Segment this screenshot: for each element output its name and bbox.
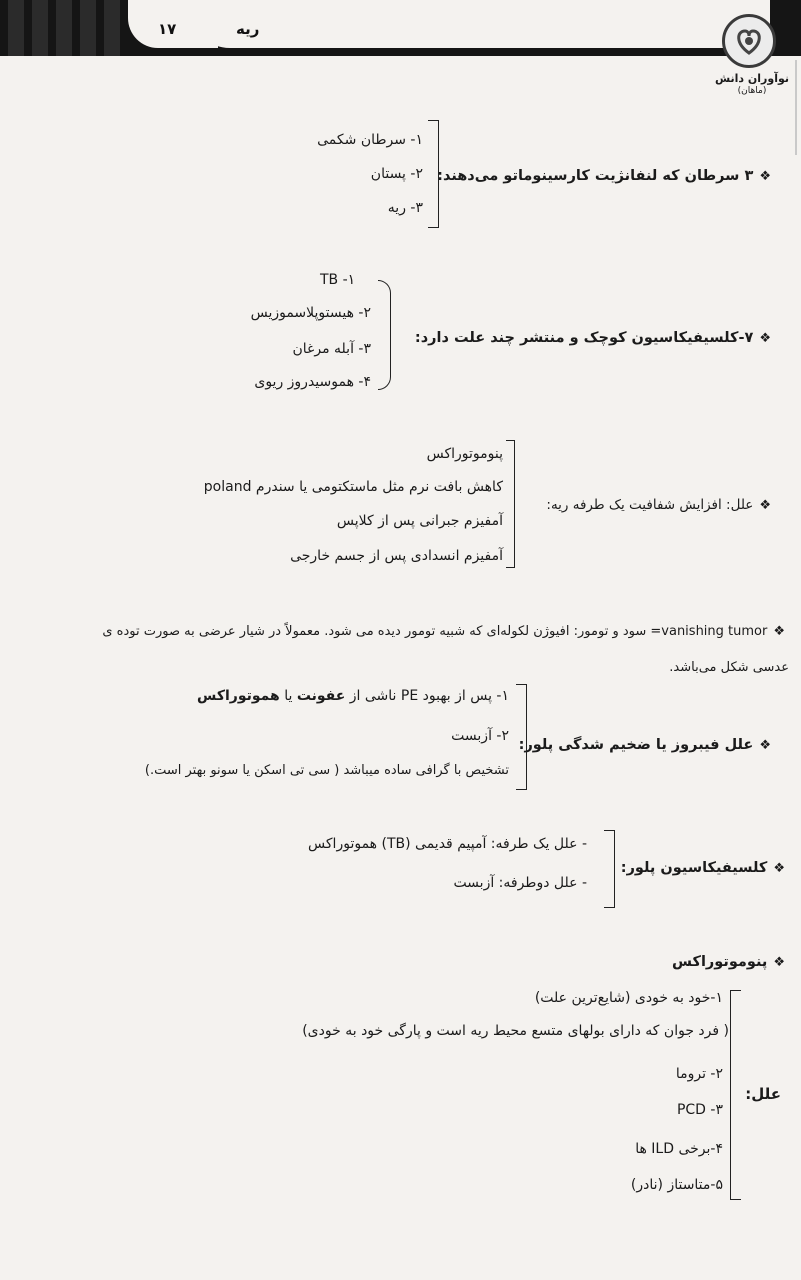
causes-label: علل: <box>745 1085 781 1103</box>
section-heading <box>519 737 771 753</box>
brace <box>730 990 741 1200</box>
header-stripe <box>56 0 72 56</box>
list-item: ۳- ریه <box>387 200 423 216</box>
bullet-icon: ❖ <box>773 624 785 639</box>
page-header <box>0 0 801 96</box>
list-item: ۱-خود به خودی (شایع‌ترین علت) <box>534 990 723 1006</box>
bullet-icon: ❖ <box>759 738 771 753</box>
brace <box>506 440 515 568</box>
list-item: ۲- هیستوپلاسموزیس <box>250 305 371 321</box>
header-stripe <box>80 0 96 56</box>
list-item: ۱- سرطان شکمی <box>317 132 423 148</box>
list-item: - علل دوطرفه: آزبست <box>453 875 587 891</box>
chapter-title: ریه <box>236 20 260 38</box>
text-run: یا <box>279 688 297 704</box>
header-title-tab <box>190 0 770 48</box>
list-item: ( فرد جوان که دارای بولهای متسع محیط ریه است و پارگی خود به خودی) <box>302 1023 729 1039</box>
heading-text: علل فیبروز یا ضخیم شدگی پلور: <box>518 737 754 753</box>
section-heading <box>546 497 771 513</box>
bullet-icon: ❖ <box>759 498 771 513</box>
bold-text: هموتوراکس <box>197 688 280 704</box>
list-item: ۳- آبله مرغان <box>292 341 371 357</box>
bullet-icon: ❖ <box>773 861 785 876</box>
header-stripe <box>32 0 48 56</box>
heading-text: ۳ سرطان که لنفانژیت کارسینوماتو می‌دهند: <box>437 168 754 184</box>
heading-text: پنوموتوراکس <box>672 954 768 970</box>
list-item: ۵-متاستاز (نادر) <box>630 1177 723 1193</box>
list-item: - علل یک طرفه: آمپیم قدیمی (TB) هموتوراکس <box>308 836 587 852</box>
brace <box>604 830 615 908</box>
heading-text: علل: افزایش شفافیت یک طرفه ریه: <box>546 497 754 513</box>
list-item: پنوموتوراکس <box>426 446 503 462</box>
list-item: ۲- پستان <box>370 166 423 182</box>
list-item: آمفیزم جبرانی پس از کلاپس <box>336 513 503 529</box>
header-stripe <box>104 0 120 56</box>
side-rule <box>795 60 797 155</box>
section-heading <box>672 954 785 970</box>
list-item: تشخیص با گرافی ساده میباشد ( سی تی اسکن یا سونو بهتر است.) <box>144 763 509 778</box>
page-number: ۱۷ <box>158 20 177 38</box>
section-heading <box>437 168 771 184</box>
publisher-sub: (ماهان) <box>737 86 767 96</box>
header-stripe <box>8 0 24 56</box>
bullet-icon: ❖ <box>773 955 785 970</box>
heading-text: کلسیفیکاسیون پلور: <box>620 860 768 876</box>
list-item <box>197 688 509 704</box>
brace <box>516 684 527 790</box>
list-item: TB -۱ <box>320 272 356 288</box>
list-item: ۲- تروما <box>675 1066 723 1082</box>
list-item: آمفیزم انسدادی پس از جسم خارجی <box>290 548 503 564</box>
list-item: PCD -۳ <box>676 1102 723 1118</box>
paragraph-line <box>102 624 785 639</box>
bullet-icon: ❖ <box>759 169 771 184</box>
paragraph-line: عدسی شکل می‌باشد. <box>669 660 789 675</box>
publisher-logo-icon <box>722 14 776 68</box>
list-item: ۲- آزبست <box>451 728 509 744</box>
text-run: ۱- پس از بهبود PE ناشی از <box>345 688 509 704</box>
publisher-name: نوآوران دانش <box>714 72 790 85</box>
bullet-icon: ❖ <box>759 331 771 346</box>
list-item: ۴-برخی ILD ها <box>635 1141 723 1157</box>
list-item: ۴- هموسیدروز ریوی <box>254 374 371 390</box>
paragraph-text: vanishing tumor= سود و تومور: افیوژن لکوله‌ای که شبیه تومور دیده می شود. معمولاً در شیار عرضی به صورت توده ی <box>102 624 768 639</box>
brace <box>428 120 439 228</box>
brace <box>378 280 391 390</box>
list-item: کاهش بافت نرم مثل ماستکتومی یا سندرم poland <box>203 479 503 495</box>
bold-text: عفونت <box>296 688 346 704</box>
section-heading <box>415 330 771 346</box>
section-heading <box>621 860 785 876</box>
heading-text: ۷-کلسیفیکاسیون کوچک و منتشر چند علت دارد: <box>414 330 754 346</box>
